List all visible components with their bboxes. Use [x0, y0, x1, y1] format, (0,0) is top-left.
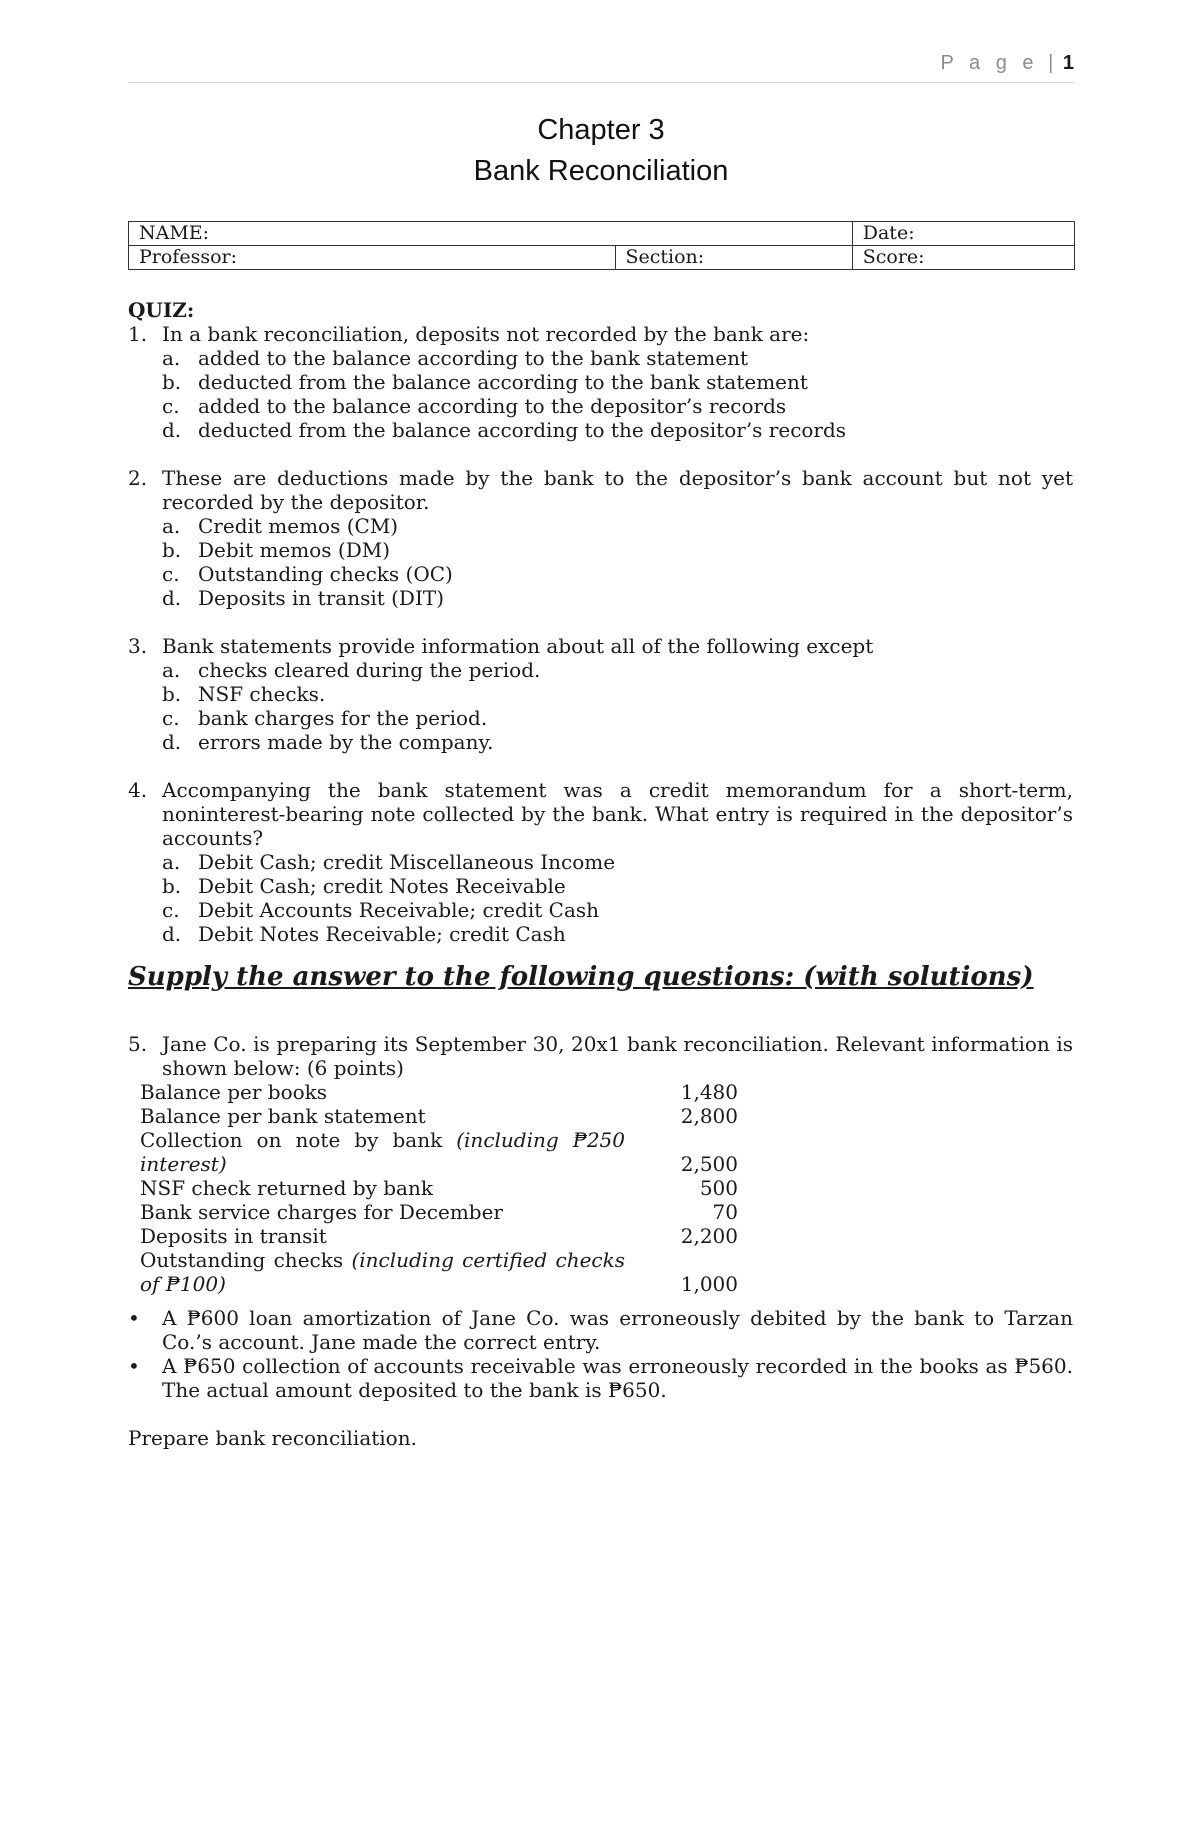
row-label: Deposits in transit [140, 1224, 327, 1248]
question-4 [128, 778, 1073, 850]
section-field[interactable]: Section: [615, 246, 852, 270]
option-letter: a. [162, 658, 181, 682]
date-field[interactable]: Date: [852, 222, 1074, 246]
bullet-text: A ₱600 loan amortization of Jane Co. was erroneously debited by the bank to Tarzan Co.’s account. Jane made the correct entry. [162, 1306, 1073, 1354]
table-row [140, 1128, 738, 1176]
row-amount: 1,000 [680, 1272, 738, 1296]
problem-5 [128, 1032, 1073, 1080]
option-text: checks cleared during the period. [198, 658, 541, 682]
option-text: errors made by the company. [198, 730, 494, 754]
table-row [140, 1176, 738, 1200]
option-letter: c. [162, 394, 180, 418]
option-letter: d. [162, 922, 182, 946]
page-label: P a g e [940, 52, 1039, 74]
option-letter: b. [162, 370, 182, 394]
row-label: Outstanding checks [140, 1248, 344, 1272]
question-1 [128, 322, 1073, 346]
student-info-table [128, 221, 1075, 270]
question-text: Accompanying the bank statement was a credit memorandum for a short-term, noninterest-bearing note collected by the bank. What entry is required in the depositor’s accounts? [162, 778, 1073, 850]
option-letter: d. [162, 730, 182, 754]
row-note: (including certified checks of ₱100) [140, 1248, 626, 1296]
bullet-icon: • [128, 1306, 140, 1330]
table-row [140, 1248, 738, 1296]
row-amount: 2,500 [680, 1152, 738, 1176]
option [128, 922, 1073, 946]
option [128, 562, 1073, 586]
option [128, 370, 1073, 394]
problem-data-table [140, 1080, 738, 1296]
table-row [140, 1200, 738, 1224]
chapter-title: Chapter 3 [537, 114, 665, 146]
option [128, 730, 1073, 754]
row-amount: 1,480 [680, 1080, 738, 1104]
option-letter: c. [162, 562, 180, 586]
option-text: NSF checks. [198, 682, 326, 706]
bullet-item [128, 1354, 1073, 1402]
subject-title: Bank Reconciliation [473, 155, 729, 187]
option-text: added to the balance according to the depositor’s records [198, 394, 787, 418]
row-label: NSF check returned by bank [140, 1176, 433, 1200]
option-text: Outstanding checks (OC) [198, 562, 453, 586]
option [128, 514, 1073, 538]
option-text: Deposits in transit (DIT) [198, 586, 445, 610]
option [128, 586, 1073, 610]
row-note: (including ₱250 interest) [140, 1128, 625, 1176]
bullet-item [128, 1306, 1073, 1354]
option-letter: d. [162, 586, 182, 610]
question-text: These are deductions made by the bank to the depositor’s bank account but not yet recorded by the depositor. [162, 466, 1073, 514]
instruction-text: Prepare bank reconciliation. [128, 1426, 417, 1450]
option-letter: a. [162, 514, 181, 538]
option-text: Credit memos (CM) [198, 514, 399, 538]
row-amount: 70 [712, 1200, 738, 1224]
row-amount: 2,200 [680, 1224, 738, 1248]
option [128, 874, 1073, 898]
option [128, 898, 1073, 922]
option-letter: b. [162, 874, 182, 898]
row-amount: 2,800 [680, 1104, 738, 1128]
row-label-with-note [140, 1128, 625, 1176]
option [128, 706, 1073, 730]
option-text: added to the balance according to the bank statement [198, 346, 749, 370]
option-letter: d. [162, 418, 182, 442]
option [128, 394, 1073, 418]
question-number: 1. [128, 322, 148, 346]
option-text: deducted from the balance according to the bank statement [198, 370, 808, 394]
option-text: Debit Notes Receivable; credit Cash [198, 922, 566, 946]
question-number: 3. [128, 634, 148, 658]
row-label-with-note [140, 1248, 625, 1296]
bullet-text: A ₱650 collection of accounts receivable was erroneously recorded in the books as ₱560. The actual amount deposited to the bank is ₱650. [162, 1354, 1073, 1402]
name-field[interactable]: NAME: [129, 222, 853, 246]
option [128, 850, 1073, 874]
row-label: Balance per bank statement [140, 1104, 426, 1128]
question-number: 2. [128, 466, 148, 490]
option-letter: b. [162, 682, 182, 706]
option-text: Debit Cash; credit Miscellaneous Income [198, 850, 616, 874]
option [128, 346, 1073, 370]
option-text: Debit Cash; credit Notes Receivable [198, 874, 566, 898]
page-header [128, 52, 1074, 83]
page-number: 1 [1062, 52, 1074, 74]
option-letter: c. [162, 706, 180, 730]
row-label: Bank service charges for December [140, 1200, 503, 1224]
option-letter: c. [162, 898, 180, 922]
row-label: Collection on note by bank [140, 1128, 443, 1152]
table-row [140, 1104, 738, 1128]
option-text: Debit memos (DM) [198, 538, 391, 562]
supply-heading: Supply the answer to the following questions: (with solutions) [128, 962, 1034, 992]
question-number: 5. [128, 1032, 148, 1056]
option [128, 538, 1073, 562]
professor-field[interactable]: Professor: [129, 246, 616, 270]
bullet-icon: • [128, 1354, 140, 1378]
question-text: Bank statements provide information about all of the following except [162, 634, 874, 658]
option [128, 418, 1073, 442]
option-text: deducted from the balance according to the depositor’s records [198, 418, 847, 442]
option-letter: a. [162, 346, 181, 370]
content [128, 298, 1073, 1450]
question-text: In a bank reconciliation, deposits not recorded by the bank are: [162, 322, 810, 346]
row-label: Balance per books [140, 1080, 328, 1104]
question-text: Jane Co. is preparing its September 30, 20x1 bank reconciliation. Relevant information is shown below: (6 points) [162, 1032, 1073, 1080]
table-row [140, 1080, 738, 1104]
option-text: Debit Accounts Receivable; credit Cash [198, 898, 600, 922]
question-number: 4. [128, 778, 148, 802]
row-amount: 500 [699, 1176, 738, 1200]
question-2 [128, 466, 1073, 514]
table-row [140, 1224, 738, 1248]
option-letter: a. [162, 850, 181, 874]
option-text: bank charges for the period. [198, 706, 488, 730]
option-letter: b. [162, 538, 182, 562]
score-field[interactable]: Score: [852, 246, 1074, 270]
question-3 [128, 634, 1073, 658]
quiz-label: QUIZ: [128, 298, 195, 322]
option [128, 682, 1073, 706]
page-separator: | [1048, 52, 1054, 74]
option [128, 658, 1073, 682]
